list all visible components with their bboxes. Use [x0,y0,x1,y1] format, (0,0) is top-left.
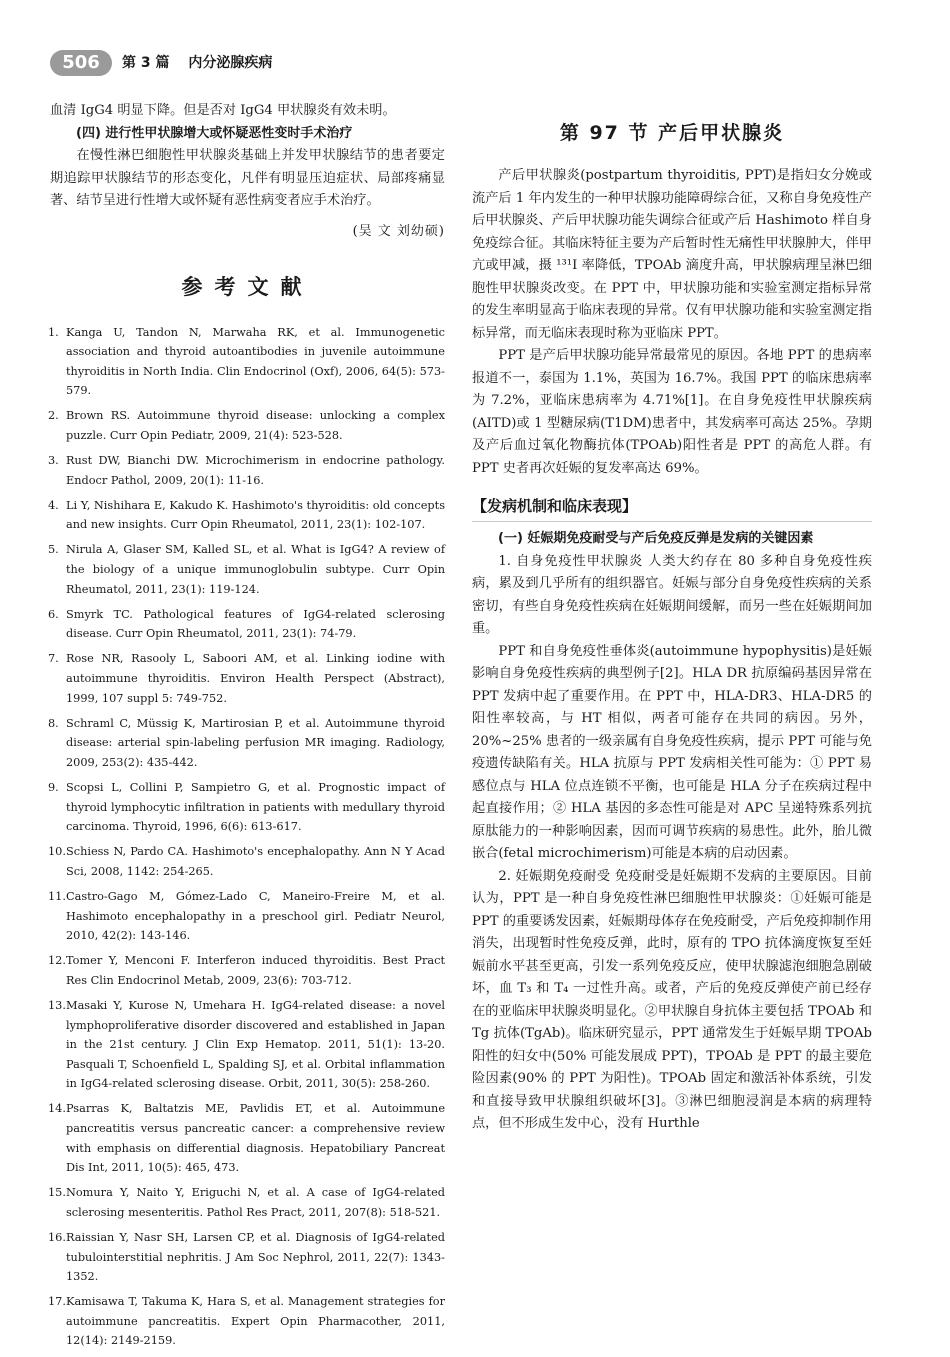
intro-paragraph: 产后甲状腺炎(postpartum thyroiditis, PPT)是指妇女分娩或流产后 1 年内发生的一种甲状腺功能障碍综合征，又称自身免疫性产后甲状腺炎、产后甲状腺功能失调综合征或产后 Hashimoto 样自身免疫综合征。其临床特征主要为产后暂时性无痛性甲状腺肿大，伴甲亢或甲减，摄 ¹³¹I 率降低，TPOAb 滴度升高，甲状腺病理呈淋巴细胞性甲状腺炎改变。在 PPT 中，甲状腺功能和实验室测定指标异常的发生率明显高于临床表现的异常。仅有甲状腺功能和实验室测定指标异常，而无临床表现时称为亚临床 PPT。 [472,168,872,341]
immune-tolerance-subheading: (一) 妊娠期免疫耐受与产后免疫反弹是发病的关键因素 [498,531,814,546]
right-column [472,100,872,1136]
reference-item: 14. Psarras K, Baltatzis ME, Pavlidis ET, et al. Autoimmune pancreatitis versus pancreatic cancer: a comprehensive review with emphasis on differential diagnosis. Hepatobiliary Pancreat Dis Int, 2011, 10(5): 465, 473. [48,1102,445,1175]
reference-item: 9. Scopsi L, Collini P, Sampietro G, et al. Prognostic impact of thyroid lymphocytic infiltration in patients with medullary thyroid carcinoma. Thyroid, 1996, 6(6): 613-617. [48,780,445,834]
reference-item: 6. Smyrk TC. Pathological features of IgG4-related sclerosing disease. Curr Opin Rheumatol, 2011, 23(1): 74-79. [48,607,445,641]
page-number-badge: 506 [50,50,112,76]
tolerance-paragraph: 2. 妊娠期免疫耐受 免疫耐受是妊娠期不发病的主要原因。目前认为，PPT 是一种自身免疫性淋巴细胞性甲状腺炎：①妊娠可能是 PPT 的重要诱发因素，妊娠期母体存在免疫耐受，产后免疫抑制作用消失，出现暂时性免疫反弹，此时，原有的 TPO 抗体滴度恢复至妊娠前水平甚至更高，引发一系列免疫反应，使甲状腺滤泡细胞急剧破坏，血 T₃ 和 T₄ 一过性升高。或者，产后的免疫反弹使产前已经存在的亚临床甲状腺炎明显化。②甲状腺自身抗体主要包括 TPOAb 和 Tg 抗体(TgAb)。临床研究显示，PPT 通常发生于妊娠早期 TPOAb 阳性的妇女中(50% 可能发展成 PPT)，TPOAb 是 PPT 的最主要危险因素(90% 的 PPT 为阳性)。TPOAb 固定和激活补体系统，引发和直接导致甲状腺组织破坏[3]。③淋巴细胞浸润是本病的病理特点，但不形成生发中心，没有 Hurthle [472,868,872,1131]
surgery-paragraph: 在慢性淋巴细胞性甲状腺炎基础上并发甲状腺结节的患者要定期追踪甲状腺结节的形态变化，凡伴有明显压迫症状、局部疼痛显著、结节呈进行性增大或怀疑有恶性病变者应手术治疗。 [50,148,445,208]
reference-item: 1. Kanga U, Tandon N, Marwaha RK, et al. Immunogenetic association and thyroid autoantibodies in juvenile autoimmune thyroiditis in North India. Clin Endocrinol (Oxf), 2006, 64(5): 573-579. [48,325,445,398]
reference-item: 12. Tomer Y, Menconi F. Interferon induced thyroiditis. Best Pract Res Clin Endocrinol Metab, 2009, 23(6): 703-712. [48,954,445,987]
reference-item: 5. Nirula A, Glaser SM, Kalled SL, et al. What is IgG4? A review of the biology of a unique immunoglobulin subtype. Curr Opin Rheumatol, 2011, 23(1): 119-124. [48,543,445,596]
prevalence-paragraph: PPT 是产后甲状腺功能异常最常见的原因。各地 PPT 的患病率报道不一，泰国为 1.1%，英国为 16.7%。我国 PPT 的临床患病率为 7.2%，亚临床患病率为 4.71%[1]。在自身免疫性甲状腺疾病(AITD)或 1 型糖尿病(T1DM)患者中，其发病率可高达 25%。孕期及产后血过氧化物酶抗体(TPOAb)阳性者是 PPT 的高危人群。有 PPT 史者再次妊娠的复发率高达 69%。 [472,348,872,476]
section-authors: (吴 文 刘幼硕) [352,223,445,239]
running-title [122,52,286,74]
section-title: 第 97 节 产后甲状腺炎 [559,122,785,144]
part-title: 内分泌腺疾病 [188,55,273,71]
reference-item: 8. Schraml C, Müssig K, Martirosian P, et al. Autoimmune thyroid disease: arterial spin-labeling perfusion MR imaging. Radiology, 2009, 253(2): 435-442. [48,716,445,769]
reference-item: 3. Rust DW, Bianchi DW. Microchimerism in endocrine pathology. Endocr Pathol, 2009, 20(1): 11-16. [48,454,445,487]
page-header [42,50,922,82]
reference-item: 15. Nomura Y, Naito Y, Eriguchi N, et al. A case of IgG4-related sclerosing mesenteritis. Pathol Res Pract, 2011, 207(8): 518-521. [48,1186,445,1219]
reference-item: 17. Kamisawa T, Takuma K, Hara S, et al. Management strategies for autoimmune pancreatitis. Expert Opin Pharmacother, 2011, 12(14): 2149-2159. [48,1295,445,1348]
reference-item: 2. Brown RS. Autoimmune thyroid disease: unlocking a complex puzzle. Curr Opin Pediatr, 2009, 21(4): 523-528. [48,409,445,442]
reference-item: 13. Masaki Y, Kurose N, Umehara H. IgG4-related disease: a novel lymphoproliferative disorder discovered and established in Japan in the 21st century. J Clin Exp Hematop. 2011, 51(1): 13-20. Pasquali T, Schoenfield L, Spalding SJ, et al. Orbital inflammation in IgG4-related sclerosing disease. Orbit, 2011, 30(5): 258-260. [48,998,445,1091]
part-label: 第 3 篇 [122,55,170,71]
autoimmune-paragraph: 1. 自身免疫性甲状腺炎 人类大约存在 80 多种自身免疫性疾病，累及到几乎所有的组织器官。妊娠与部分自身免疫性疾病的关系密切，有些自身免疫性疾病在妊娠期间缓解，而另一些在妊娠期间加重。 [472,553,872,636]
reference-item: 16. Raissian Y, Nasr SH, Larsen CP, et al. Diagnosis of IgG4-related tubulointerstitial nephritis. J Am Soc Nephrol, 2011, 22(7): 1343-1352. [48,1230,445,1284]
pathogenesis-heading: 【发病机制和临床表现】 [472,494,872,522]
hla-paragraph: PPT 和自身免疫性垂体炎(autoimmune hypophysitis)是妊娠影响自身免疫性疾病的典型例子[2]。HLA DR 抗原编码基因异常在 PPT 发病中起了重要作用。在 PPT 中，HLA-DR3、HLA-DR5 的阳性率较高，与 HT 相似，两者可能存在共同的病因。另外，20%~25% 患者的一级亲属有自身免疫性疾病，提示 PPT 可能与免疫遗传缺陷有关。HLA 抗原与 PPT 发病相关性可能为：① PPT 易感位点与 HLA 位点连锁不平衡，也可能是 HLA 分子在疾病过程中起直接作用；② HLA 基因的多态性可能是对 APC 呈递特殊系列抗原肽能力的一种影响因素，因而可调节疾病的易患性。此外，胎儿微嵌合(fetal microchimerism)可能是本病的启动因素。 [472,643,872,861]
reference-item: 11. Castro-Gago M, Gómez-Lado C, Maneiro-Freire M, et al. Hashimoto encephalopathy in a preschool girl. Pediatr Neurol, 2010, 42(2): 143-146. [48,889,445,943]
references-list [50,323,445,1352]
reference-item: 4. Li Y, Nishihara E, Kakudo K. Hashimoto's thyroiditis: old concepts and new insights. Curr Opin Rheumatol, 2011, 23(1): 102-107. [48,498,445,532]
surgery-subheading: (四) 进行性甲状腺增大或怀疑恶性变时手术治疗 [76,125,353,141]
reference-item: 10. Schiess N, Pardo CA. Hashimoto's encephalopathy. Ann N Y Acad Sci, 2008, 1142: 254-265. [48,845,445,878]
left-column [50,100,445,1357]
reference-item: 7. Rose NR, Rasooly L, Saboori AM, et al. Linking iodine with autoimmune thyroiditis. Environ Health Perspect (Abstract), 1999, 107 suppl 5: 749-752. [48,652,445,705]
continuation-text: 血清 IgG4 明显下降。但是否对 IgG4 甲状腺炎有效未明。 [50,103,396,118]
references-heading: 参考文献 [181,274,314,299]
